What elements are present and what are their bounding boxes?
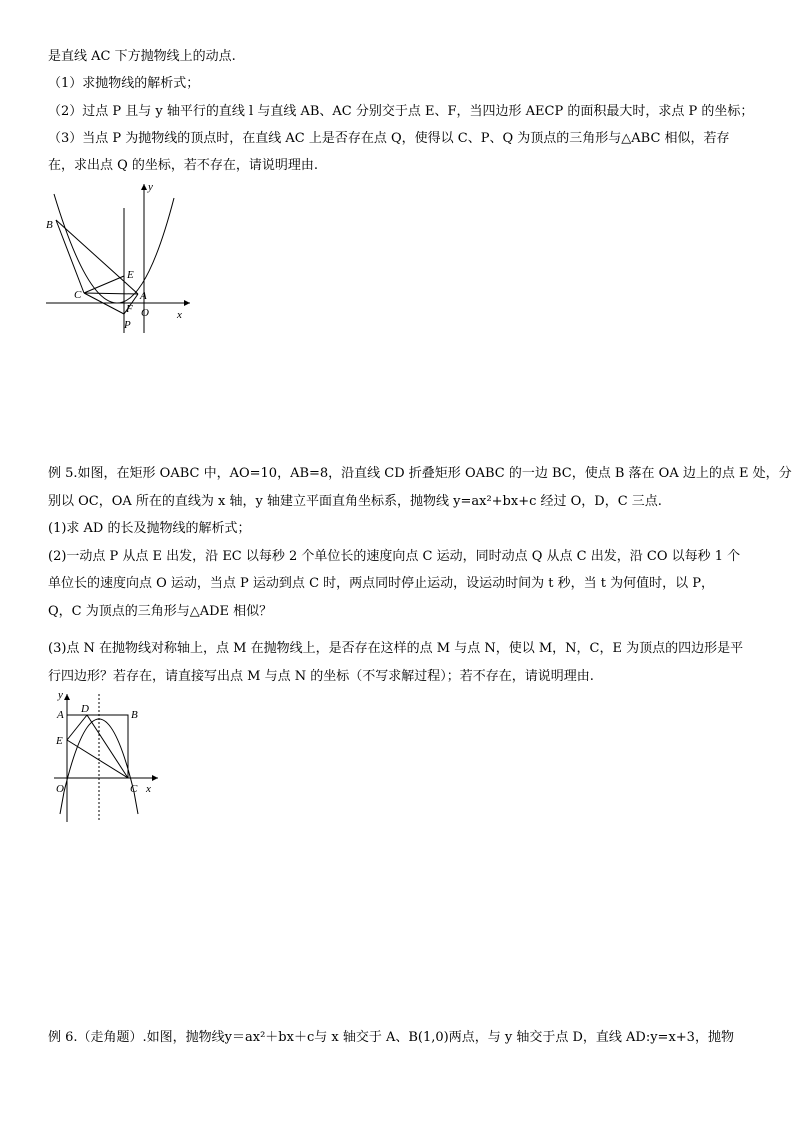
label-y: y (58, 689, 63, 701)
question-2: （2）过点 P 且与 y 轴平行的直线 l 与直线 AB、AC 分别交于点 E、F，当四边形 AECP 的面积最大时，求点 P 的坐标； (48, 104, 754, 119)
example-5-question-2-line-1: (2)一动点 P 从点 E 出发，沿 EC 以每秒 2 个单位长的速度向点 C 运动，同时动点 Q 从点 C 出发，沿 CO 以每秒 1 个 (48, 549, 741, 564)
example-5-line-2: 别以 OC，OA 所在的直线为 x 轴，y 轴建立平面直角坐标系，抛物线 y=ax²+bx+c 经过 O，D，C 三点. (48, 494, 662, 509)
example-5-question-1: (1)求 AD 的长及抛物线的解析式； (48, 521, 251, 536)
label-c: C (74, 289, 82, 301)
question-3-line-1: （3）当点 P 为抛物线的顶点时，在直线 AC 上是否存在点 Q，使得以 C、P、Q 为顶点的三角形与△ABC 相似，若存 (48, 131, 730, 146)
label-c: C (130, 783, 138, 795)
label-a: A (57, 709, 64, 721)
example-5-question-3-line-1: (3)点 N 在抛物线对称轴上，点 M 在抛物线上，是否存在这样的点 M 与点 N，使以 M，N，C，E 为顶点的四边形是平 (48, 641, 744, 656)
label-y: y (148, 181, 153, 193)
label-p: P (124, 319, 131, 331)
figure-2-rectangle-parabola (50, 688, 168, 824)
example-5-question-3-line-2: 行四边形？若存在，请直接写出点 M 与点 N 的坐标（不写求解过程）；若不存在，请说明理由. (48, 669, 594, 684)
label-e: E (127, 269, 134, 281)
intro-line-1: 是直线 AC 下方抛物线上的动点. (48, 49, 236, 64)
question-3-line-2: 在，求出点 Q 的坐标，若不存在，请说明理由. (48, 158, 319, 173)
label-f: F (126, 303, 133, 315)
question-1: （1）求抛物线的解析式； (48, 76, 200, 91)
figure-1-parabola (40, 178, 200, 336)
label-x: x (146, 783, 151, 795)
label-d: D (81, 703, 89, 715)
label-o: O (141, 307, 149, 319)
example-5-question-2-line-2: 单位长的速度向点 O 运动，当点 P 运动到点 C 时，两点同时停止运动，设运动时间为 t 秒，当 t 为何值时，以 P， (48, 576, 715, 591)
label-b: B (46, 219, 53, 231)
label-e: E (56, 735, 63, 747)
label-b: B (131, 709, 138, 721)
label-o: O (56, 783, 64, 795)
label-a: A (140, 290, 147, 302)
example-5-line-1: 例 5.如图，在矩形 OABC 中，AO=10，AB=8，沿直线 CD 折叠矩形 OABC 的一边 BC，使点 B 落在 OA 边上的点 E 处，分 (48, 466, 792, 481)
example-5-question-2-line-3: Q，C 为顶点的三角形与△ADE 相似？ (48, 604, 273, 619)
example-6-line-1: 例 6.（走角题）.如图，抛物线y＝ax²＋bx＋c与 x 轴交于 A、B(1,0)两点，与 y 轴交于点 D，直线 AD:y=x+3，抛物 (48, 1030, 734, 1045)
label-x: x (177, 309, 182, 321)
